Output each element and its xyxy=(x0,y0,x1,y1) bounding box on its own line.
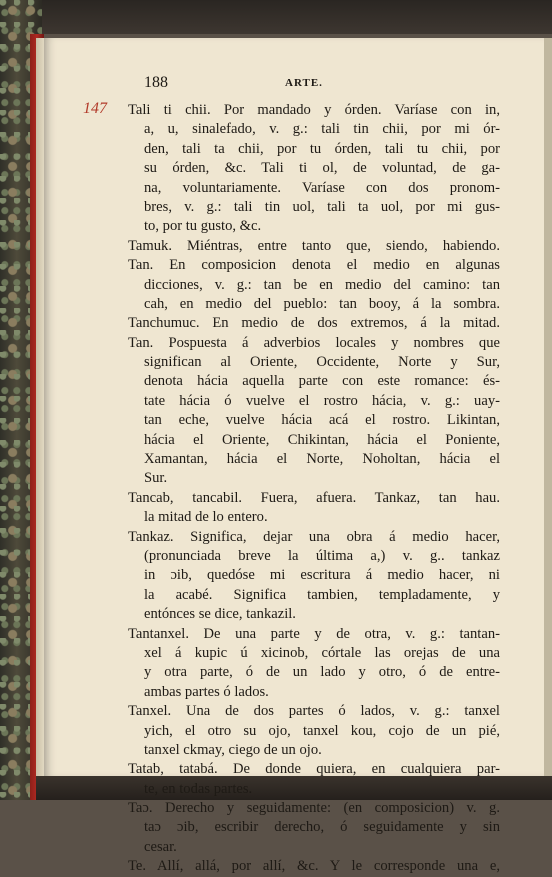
text-line: Tankaz. Significa, dejar una obra á medio hacer, xyxy=(128,528,500,545)
page-header xyxy=(144,74,504,94)
text-line: y otra parte, ó de un lado y otro, ó de entre- xyxy=(144,664,500,681)
text-line: (pronunciada breve la última a,) v. g.. tankaz xyxy=(144,547,500,564)
text-line: Tancab, tancabil. Fuera, afuera. Tankaz, tan hau. xyxy=(128,489,500,506)
text-line: la mitad de lo entero. xyxy=(144,509,268,526)
text-line: Tantanxel. De una parte y de otra, v. g.: tantan- xyxy=(128,625,500,642)
text-line: den, tali ta chii, por tu órden, tali tu chii, por xyxy=(144,140,500,157)
page-number: 188 xyxy=(144,74,168,91)
text-line: hácia el Oriente, Chikintan, hácia el Poniente, xyxy=(144,431,500,448)
running-head: ARTE. xyxy=(285,77,323,89)
text-line: denota hácia aquella parte con este romance: és- xyxy=(144,373,500,390)
text-line: te, en todas partes. xyxy=(144,780,253,797)
dictionary-text xyxy=(128,101,500,877)
text-line: xel á kupic ú xicinob, córtale las orejas de una xyxy=(144,644,500,661)
text-line: la acabé. Significa tambien, templadamente, y xyxy=(144,586,500,603)
text-line: a, u, sinalefado, v. g.: tali tin chii, por mi ór- xyxy=(144,121,500,138)
text-line: Tan. En composicion denota el medio en algunas xyxy=(128,257,500,274)
text-line: Te. Allí, allá, por allí, &c. Y le corresponde una e, xyxy=(128,858,500,875)
text-line: Tali ti chii. Por mandado y órden. Varíase con in, xyxy=(128,102,500,118)
text-line: entónces se dice, tankazil. xyxy=(144,606,296,623)
book-cover-top xyxy=(0,0,552,34)
text-line: cesar. xyxy=(144,838,177,855)
text-line: Xamantan, hácia el Norte, Noholtan, hácia el xyxy=(144,451,500,468)
text-line: bres, v. g.: tali tin uol, tali ta uol, por mi gus- xyxy=(144,198,500,215)
text-line: tate hácia ó vuelve el rostro hácia, v. g.: uay- xyxy=(144,392,500,409)
text-line: Sur. xyxy=(144,470,168,487)
text-line: to, por tu gusto, &c. xyxy=(144,218,262,235)
page-right-edge xyxy=(544,38,552,776)
text-line: Tatab, tatabá. De donde quiera, en cualquiera par- xyxy=(128,761,500,778)
text-line: Taɔ. Derecho y seguidamente: (en composicion) v. g. xyxy=(128,800,500,817)
text-line: tanxel ckmay, ciego de un ojo. xyxy=(144,741,322,758)
text-line: cah, en medio del pueblo: tan booy, á la sombra. xyxy=(144,295,500,312)
text-line: in ɔib, quedóse mi escritura á medio hacer, ni xyxy=(144,567,500,584)
text-line: ambas partes ó lados. xyxy=(144,683,269,700)
text-line: Tamuk. Miéntras, entre tanto que, siendo, habiendo. xyxy=(128,237,500,254)
text-line: yich, el otro su ojo, tanxel kou, cojo de un pié, xyxy=(144,722,500,739)
text-line: Tanxel. Una de dos partes ó lados, v. g.: tanxel xyxy=(128,703,500,720)
text-line: Tan. Pospuesta á adverbios locales y nombres que xyxy=(128,334,500,351)
text-line: su órden, &c. Tali ti ol, de voluntad, de ga- xyxy=(144,160,500,177)
text-line: dicciones, v. g.: tan be en medio del camino: tan xyxy=(144,276,500,293)
text-line: tan eche, vuelve hácia acá el rostro. Likintan, xyxy=(144,412,500,429)
handwritten-margin-note: 147 xyxy=(83,100,107,117)
text-line: significan al Oriente, Occidente, Norte y Sur, xyxy=(144,354,500,371)
text-line: na, voluntariamente. Varíase con dos pronom- xyxy=(144,179,500,196)
text-line: taɔ ɔib, escribir derecho, ó seguidamente y sin xyxy=(144,819,500,836)
text-line: Tanchumuc. En medio de dos extremos, á la mitad. xyxy=(128,315,500,332)
